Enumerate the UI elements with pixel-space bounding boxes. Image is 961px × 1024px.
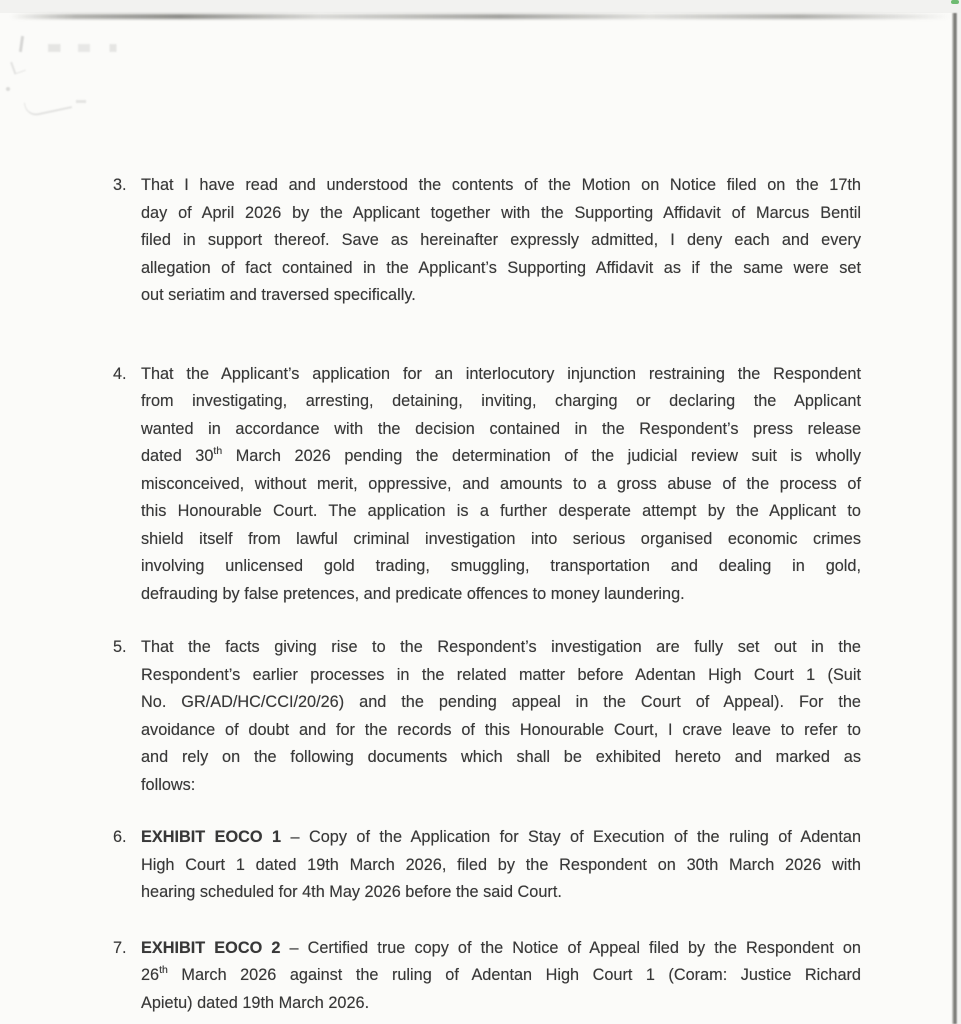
- scan-top-band: [0, 0, 961, 13]
- paragraph-line: No. GR/AD/HC/CCI/20/26) and the pending appeal in the Court of Appeal). For the: [141, 693, 861, 711]
- paragraph-line: wanted in accordance with the decision contained in the Respondent’s press release: [141, 419, 861, 438]
- scan-page-edge-shadow: [10, 14, 950, 19]
- paragraph-line: Respondent’s earlier processes in the related matter before Adentan High Court 1 (Suit: [141, 665, 861, 684]
- paragraph-line: 26th March 2026 against the ruling of Adentan High Court 1 (Coram: Justice Richard: [141, 963, 861, 984]
- paragraph-line: That the facts giving rise to the Respondent’s investigation are fully set out in the: [141, 638, 861, 656]
- paragraph-number: 4.: [113, 364, 127, 383]
- paragraph-line: hearing scheduled for 4th May 2026 before the said Court.: [141, 883, 562, 901]
- scan-green-speck: [951, 0, 959, 4]
- paragraph-item: [113, 634, 861, 799]
- paragraph-line: out seriatim and traversed specifically.: [141, 286, 416, 304]
- paragraph-line: allegation of fact contained in the Applicant’s Supporting Affidavit as if the same were set: [141, 258, 861, 277]
- paragraph-line: filed in support thereof. Save as hereinafter expressly admitted, I deny each and every: [141, 231, 861, 249]
- paragraph-body: [141, 361, 861, 609]
- scan-smudge-mark: [6, 87, 10, 91]
- paragraph-body: [141, 935, 861, 1018]
- scan-smudge-mark: [19, 36, 24, 52]
- paragraph-number: 5.: [113, 638, 127, 656]
- paragraph-line: this Honourable Court. The application is a further desperate attempt by the Applicant to: [141, 502, 861, 520]
- paragraph-body: [141, 172, 861, 310]
- paragraph-line: dated 30th March 2026 pending the determination of the judicial review suit is wholly: [141, 444, 861, 465]
- scan-smudge-mark: [76, 100, 86, 103]
- paragraph-line: from investigating, arresting, detaining, inviting, charging or declaring the Applicant: [141, 392, 861, 410]
- paragraph-number: 7.: [113, 938, 127, 957]
- paragraph-line: That I have read and understood the contents of the Motion on Notice filed on the 17th: [141, 176, 861, 194]
- paragraph-number: 3.: [113, 176, 127, 194]
- paragraph-line: Apietu) dated 19th March 2026.: [141, 993, 370, 1012]
- scan-smudge-mark: [10, 58, 26, 74]
- paragraph-body: [141, 824, 861, 907]
- paragraph-line: defrauding by false pretences, and predicate offences to money laundering.: [141, 584, 685, 603]
- paragraph-line: follows:: [141, 775, 196, 794]
- scan-smudge-mark: [48, 44, 136, 52]
- paragraph-item: [113, 361, 861, 609]
- paragraph-item: [113, 935, 861, 1018]
- paragraph-number: 6.: [113, 828, 127, 846]
- paragraph-line: High Court 1 dated 19th March 2026, filed by the Respondent on 30th March 2026 with: [141, 855, 861, 874]
- paragraph-line: and rely on the following documents which shall be exhibited hereto and marked as: [141, 748, 861, 766]
- paragraph-line: EXHIBIT EOCO 1 – Copy of the Application for Stay of Execution of the ruling of Adentan: [141, 828, 861, 846]
- paragraph-line: shield itself from lawful criminal investigation into serious organised economic crimes: [141, 529, 861, 548]
- scan-right-edge-shadow: [952, 13, 957, 1024]
- affidavit-paragraphs: [113, 172, 861, 1017]
- paragraph-line: That the Applicant’s application for an interlocutory injunction restraining the Respondent: [141, 364, 861, 383]
- paragraph-line: involving unlicensed gold trading, smuggling, transportation and dealing in gold,: [141, 557, 861, 575]
- paragraph-line: avoidance of doubt and for the records of this Honourable Court, I crave leave to refer to: [141, 720, 861, 739]
- paragraph-item: [113, 172, 861, 310]
- scan-smudge-mark: [24, 93, 72, 117]
- paragraph-line: misconceived, without merit, oppressive, and amounts to a gross abuse of the process of: [141, 474, 861, 493]
- paragraph-line: EXHIBIT EOCO 2 – Certified true copy of the Notice of Appeal filed by the Respondent on: [141, 938, 861, 957]
- paragraph-line: day of April 2026 by the Applicant together with the Supporting Affidavit of Marcus Bentil: [141, 203, 861, 222]
- paragraph-body: [141, 634, 861, 799]
- paragraph-item: [113, 824, 861, 907]
- scan-right-margin: [957, 13, 961, 1024]
